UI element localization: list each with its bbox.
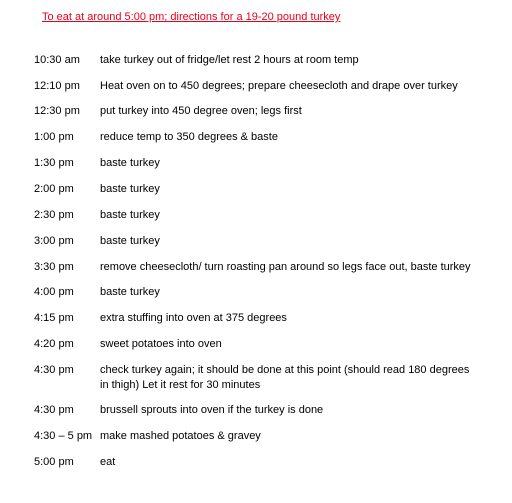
schedule-task: baste turkey: [100, 157, 160, 169]
schedule-time: 4:15 pm: [34, 312, 74, 324]
schedule-time: 2:30 pm: [34, 209, 74, 221]
schedule-time: 4:30 pm: [34, 404, 74, 416]
schedule-task: extra stuffing into oven at 375 degrees: [100, 312, 287, 324]
schedule-time: 3:30 pm: [34, 261, 74, 273]
schedule-task: reduce temp to 350 degrees & baste: [100, 131, 278, 143]
schedule-time: 4:20 pm: [34, 338, 74, 350]
schedule-time: 4:30 pm: [34, 364, 74, 376]
schedule-row: [34, 403, 504, 418]
schedule-row: [34, 363, 504, 393]
schedule-time: 4:30 – 5 pm: [34, 430, 93, 442]
schedule-row: [34, 104, 504, 119]
schedule-row: [34, 234, 504, 249]
schedule-time: 2:00 pm: [34, 183, 74, 195]
schedule-task: Heat oven on to 450 degrees; prepare cheesecloth and drape over turkey: [100, 80, 458, 92]
schedule-task: baste turkey: [100, 183, 160, 195]
schedule-task: eat: [100, 456, 116, 468]
schedule-time: 12:10 pm: [34, 80, 80, 92]
schedule-list: [34, 53, 504, 481]
schedule-time: 3:00 pm: [34, 235, 74, 247]
page-title: To eat at around 5:00 pm; directions for a 19-20 pound turkey: [42, 11, 341, 23]
schedule-row: [34, 130, 504, 145]
schedule-time: 12:30 pm: [34, 105, 80, 117]
schedule-row: [34, 79, 504, 94]
schedule-time: 1:30 pm: [34, 157, 74, 169]
schedule-time: 5:00 pm: [34, 456, 74, 468]
schedule-row: [34, 182, 504, 197]
schedule-row: [34, 285, 504, 300]
schedule-row: [34, 311, 504, 326]
schedule-task: make mashed potatoes & gravey: [100, 430, 261, 442]
schedule-task: baste turkey: [100, 286, 160, 298]
schedule-task: baste turkey: [100, 209, 160, 221]
schedule-task: put turkey into 450 degree oven; legs first: [100, 105, 302, 117]
schedule-task: check turkey again; it should be done at this point (should read 180 degrees in thigh) Let it rest for 30 minutes: [100, 364, 470, 391]
schedule-row: [34, 429, 504, 444]
schedule-task: sweet potatoes into oven: [100, 338, 222, 350]
schedule-task: remove cheesecloth/ turn roasting pan around so legs face out, baste turkey: [100, 261, 471, 273]
schedule-row: [34, 260, 504, 275]
schedule-time: 10:30 am: [34, 54, 80, 66]
schedule-row: [34, 455, 504, 470]
schedule-time: 4:00 pm: [34, 286, 74, 298]
schedule-task: baste turkey: [100, 235, 160, 247]
schedule-row: [34, 53, 504, 68]
schedule-time: 1:00 pm: [34, 131, 74, 143]
schedule-row: [34, 208, 504, 223]
schedule-task: brussell sprouts into oven if the turkey is done: [100, 404, 324, 416]
schedule-row: [34, 337, 504, 352]
schedule-row: [34, 156, 504, 171]
schedule-task: take turkey out of fridge/let rest 2 hours at room temp: [100, 54, 359, 66]
